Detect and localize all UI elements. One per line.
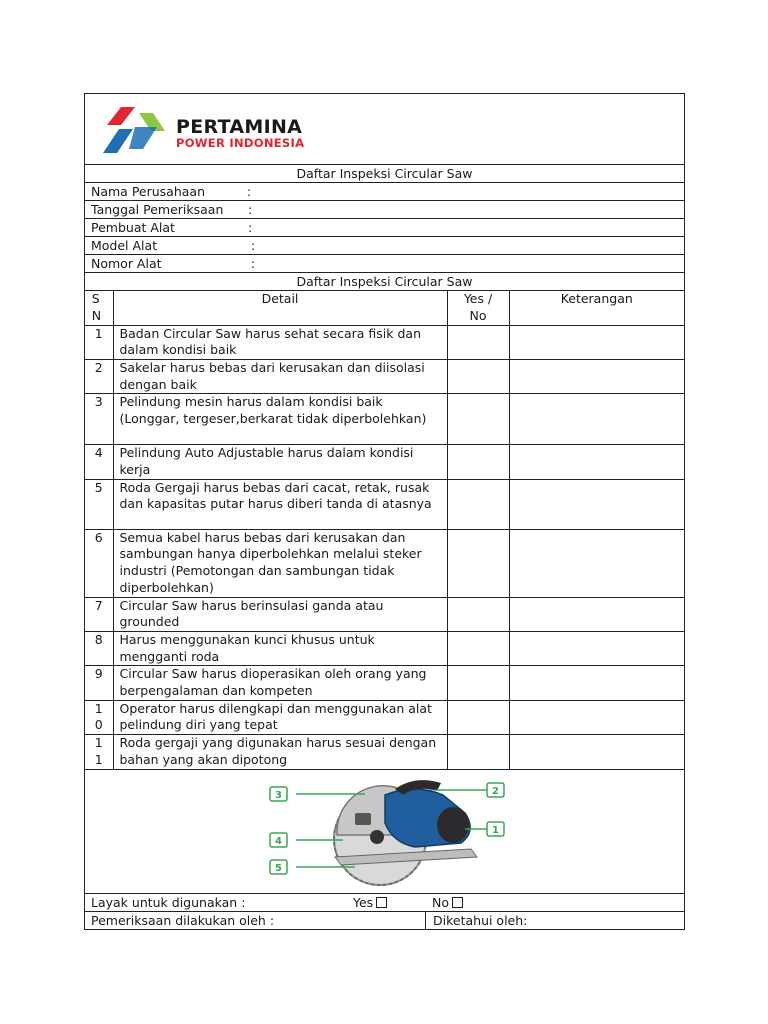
inspection-form	[84, 93, 685, 930]
table-row	[85, 631, 684, 665]
callout-1: 1	[492, 824, 499, 836]
callout-badge	[270, 833, 287, 847]
header-remarks: Keterangan	[509, 291, 684, 325]
row-sn: 2	[85, 359, 113, 393]
callout-5: 5	[275, 862, 282, 874]
field-model[interactable]	[85, 237, 684, 255]
row-yes-no-cell[interactable]	[447, 479, 509, 529]
field-label: Nama Perusahaan	[91, 184, 206, 199]
header-sn: S N	[85, 291, 113, 325]
callout-badge	[270, 787, 287, 801]
row-remarks-cell[interactable]	[509, 631, 684, 665]
field-company[interactable]	[85, 183, 684, 201]
row-detail: Operator harus dilengkapi dan menggunakan alat pelindung diri yang tepat	[113, 700, 447, 734]
inspected-by-label: Pemeriksaan dilakukan oleh :	[91, 912, 275, 928]
row-yes-no-cell[interactable]	[447, 597, 509, 631]
row-detail: Semua kabel harus bebas dari kerusakan dan sambungan hanya diperbolehkan melalui steker industri (Pemotongan dan sambungan tidak diperbolehkan)	[113, 529, 447, 597]
table-row	[85, 529, 684, 597]
fit-for-use-label: Layak untuk digunakan :	[91, 894, 246, 910]
row-detail: Roda gergaji yang digunakan harus sesuai dengan bahan yang akan dipotong	[113, 735, 447, 769]
table-row	[85, 325, 684, 359]
callout-badge	[487, 783, 504, 797]
row-remarks-cell[interactable]	[509, 666, 684, 700]
fit-yes-option[interactable]	[353, 894, 387, 911]
field-colon: :	[248, 220, 253, 235]
row-yes-no-cell[interactable]	[447, 359, 509, 393]
callout-2: 2	[492, 785, 499, 797]
row-detail: Circular Saw harus dioperasikan oleh orang yang berpengalaman dan kompeten	[113, 666, 447, 700]
callout-badge	[487, 822, 504, 836]
table-row	[85, 597, 684, 631]
row-detail: Circular Saw harus berinsulasi ganda atau grounded	[113, 597, 447, 631]
table-header-row	[85, 291, 684, 325]
row-yes-no-cell[interactable]	[447, 529, 509, 597]
field-label: Pembuat Alat	[91, 220, 175, 235]
circular-saw-illustration-icon	[265, 773, 525, 891]
table-row	[85, 700, 684, 734]
row-remarks-cell[interactable]	[509, 445, 684, 479]
logo-header	[85, 94, 684, 165]
inspected-by-field[interactable]	[85, 912, 426, 929]
table-row	[85, 666, 684, 700]
row-remarks-cell[interactable]	[509, 359, 684, 393]
row-remarks-cell[interactable]	[509, 700, 684, 734]
section-title: Daftar Inspeksi Circular Saw	[85, 273, 684, 291]
row-sn: 4	[85, 445, 113, 479]
callout-badge	[270, 860, 287, 874]
row-remarks-cell[interactable]	[509, 597, 684, 631]
table-row	[85, 394, 684, 445]
form-title: Daftar Inspeksi Circular Saw	[85, 165, 684, 183]
field-serial-number[interactable]	[85, 255, 684, 273]
field-label: Model Alat	[91, 238, 158, 253]
row-sn: 3	[85, 394, 113, 445]
field-label: Tanggal Pemeriksaan	[91, 202, 224, 217]
circular-saw-figure	[85, 770, 684, 894]
row-remarks-cell[interactable]	[509, 479, 684, 529]
row-sn: 6	[85, 529, 113, 597]
row-detail: Harus menggunakan kunci khusus untuk mengganti roda	[113, 631, 447, 665]
callout-4: 4	[275, 835, 282, 847]
header-detail: Detail	[113, 291, 447, 325]
field-inspection-date[interactable]	[85, 201, 684, 219]
row-sn	[85, 700, 113, 734]
row-yes-no-cell[interactable]	[447, 666, 509, 700]
row-remarks-cell[interactable]	[509, 529, 684, 597]
logo-wordmark	[176, 117, 304, 150]
no-checkbox[interactable]	[452, 897, 463, 908]
row-detail: Pelindung Auto Adjustable harus dalam kondisi kerja	[113, 445, 447, 479]
callout-3: 3	[275, 789, 282, 801]
row-yes-no-cell[interactable]	[447, 631, 509, 665]
row-detail: Sakelar harus bebas dari kerusakan dan diisolasi dengan baik	[113, 359, 447, 393]
field-label: Nomor Alat	[91, 256, 162, 271]
row-sn: 5	[85, 479, 113, 529]
known-by-field[interactable]	[426, 912, 527, 929]
row-yes-no-cell[interactable]	[447, 394, 509, 445]
row-yes-no-cell[interactable]	[447, 445, 509, 479]
table-row	[85, 445, 684, 479]
row-sn: 1	[85, 325, 113, 359]
yes-checkbox[interactable]	[376, 897, 387, 908]
row-remarks-cell[interactable]	[509, 394, 684, 445]
checklist-table	[85, 291, 684, 770]
table-row	[85, 479, 684, 529]
row-detail: Roda Gergaji harus bebas dari cacat, retak, rusak dan kapasitas putar harus diberi tanda di atasnya	[113, 479, 447, 529]
row-sn: 9	[85, 666, 113, 700]
table-row	[85, 359, 684, 393]
field-colon: :	[251, 256, 256, 271]
logo-subtitle: POWER INDONESIA	[176, 136, 305, 150]
pertamina-logo-icon	[99, 101, 175, 155]
field-colon: :	[248, 202, 253, 217]
row-sn-text: 10	[94, 700, 103, 733]
row-detail: Pelindung mesin harus dalam kondisi baik (Longgar, tergeser,berkarat tidak diperbolehkan)	[113, 394, 447, 445]
known-by-label: Diketahui oleh:	[433, 912, 528, 928]
table-row	[85, 735, 684, 769]
row-yes-no-cell[interactable]	[447, 325, 509, 359]
field-manufacturer[interactable]	[85, 219, 684, 237]
row-yes-no-cell[interactable]	[447, 700, 509, 734]
fit-no-option[interactable]	[432, 894, 463, 911]
fit-for-use-row	[85, 894, 684, 912]
row-sn-text: 11	[94, 735, 103, 767]
fit-yes-label: Yes	[353, 894, 374, 910]
field-colon: :	[251, 238, 256, 253]
field-colon: :	[247, 184, 252, 199]
row-yes-no-cell[interactable]	[447, 735, 509, 769]
row-remarks-cell[interactable]	[509, 735, 684, 769]
row-remarks-cell[interactable]	[509, 325, 684, 359]
row-sn	[85, 735, 113, 769]
logo-name: PERTAMINA	[176, 116, 303, 138]
header-yes-no: Yes / No	[447, 291, 509, 325]
fit-no-label: No	[432, 894, 449, 910]
row-detail: Badan Circular Saw harus sehat secara fisik dan dalam kondisi baik	[113, 325, 447, 359]
row-sn: 7	[85, 597, 113, 631]
signature-row	[85, 912, 684, 929]
row-sn: 8	[85, 631, 113, 665]
